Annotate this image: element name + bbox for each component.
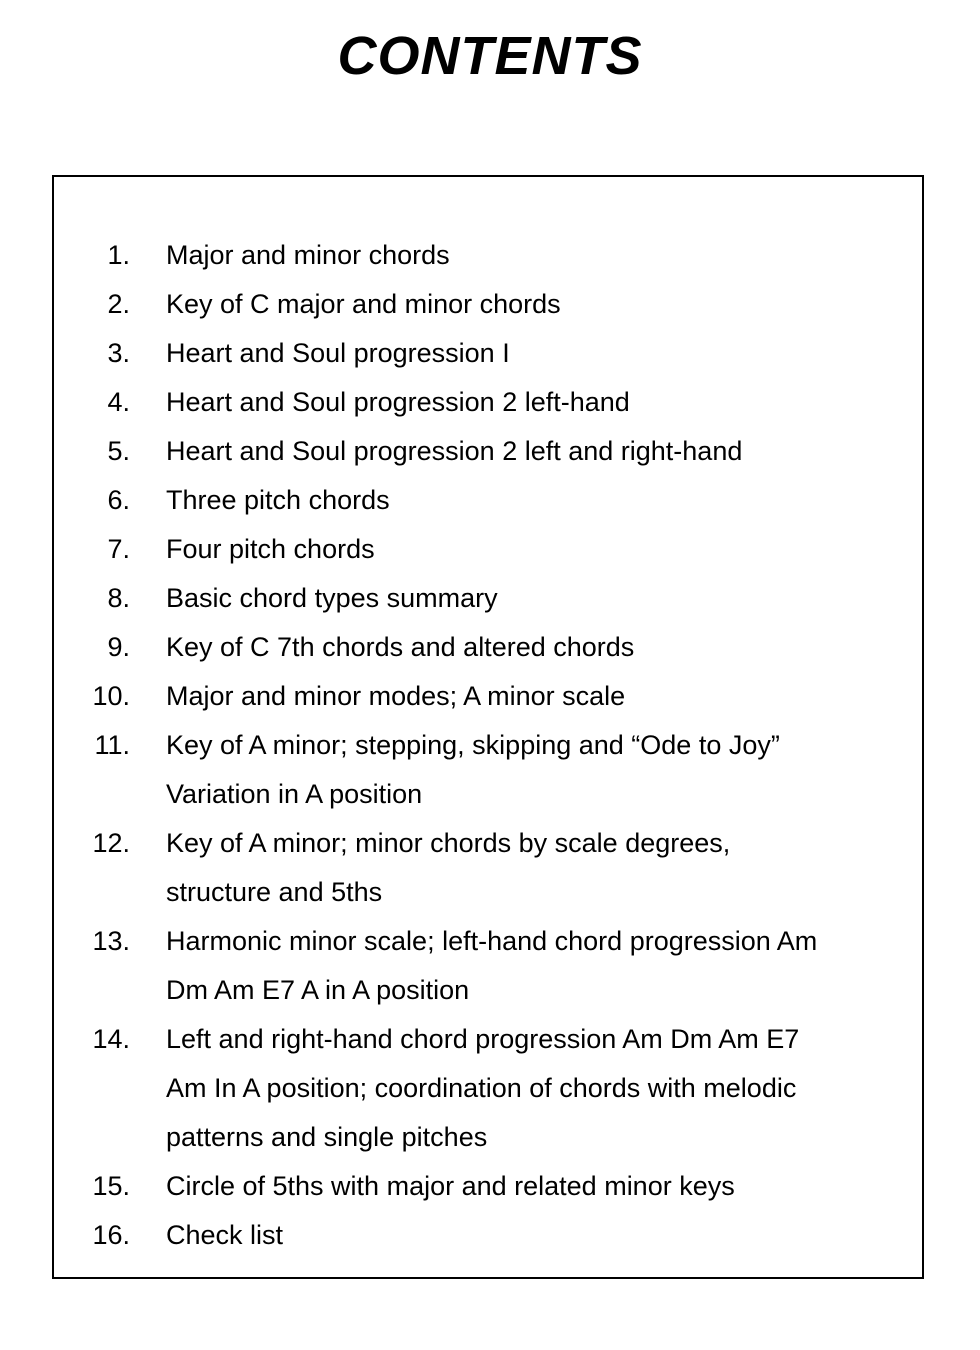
toc-entry [54, 476, 922, 525]
toc-entry-number: 12. [92, 828, 130, 858]
toc-entry-line: Key of A minor; stepping, skipping and “Ode to Joy” [166, 730, 780, 760]
toc-entry-number: 5. [107, 436, 130, 466]
toc-entry [54, 231, 922, 280]
toc-entry-title [166, 280, 922, 329]
toc-entry [54, 427, 922, 476]
toc-entry-title [166, 1015, 922, 1162]
toc-entry-line: patterns and single pitches [166, 1122, 488, 1152]
toc-entry [54, 280, 922, 329]
toc-entry [54, 819, 922, 917]
toc-entry-title [166, 329, 922, 378]
toc-entry-number: 10. [92, 681, 130, 711]
toc-entry [54, 623, 922, 672]
toc-entry-title [166, 525, 922, 574]
toc-entry-number: 7. [107, 534, 130, 564]
toc-entry-line: Key of C 7th chords and altered chords [166, 632, 635, 662]
toc-entry [54, 525, 922, 574]
toc-entry-number: 1. [107, 240, 130, 270]
toc-entry-title [166, 819, 922, 917]
toc-entry-number: 13. [92, 926, 130, 956]
toc-entry-line: Am In A position; coordination of chords with melodic [166, 1073, 797, 1103]
toc-entry-number: 6. [107, 485, 130, 515]
toc-entry-line: Circle of 5ths with major and related minor keys [166, 1171, 735, 1201]
toc-entry-number: 11. [94, 730, 130, 760]
toc-entry [54, 378, 922, 427]
toc-entry-line: Key of C major and minor chords [166, 289, 561, 319]
toc-entry-number: 9. [107, 632, 130, 662]
toc-list [54, 231, 922, 1260]
toc-entry-title [166, 917, 922, 1015]
toc-entry-number: 16. [92, 1220, 130, 1250]
toc-entry [54, 574, 922, 623]
toc-entry-number: 8. [107, 583, 130, 613]
toc-entry [54, 1015, 922, 1162]
toc-entry-line: Heart and Soul progression I [166, 338, 510, 368]
toc-entry-title [166, 427, 922, 476]
toc-entry-number: 2. [107, 289, 130, 319]
toc-entry-line: Left and right-hand chord progression Am Dm Am E7 [166, 1024, 800, 1054]
toc-entry-title [166, 1211, 922, 1260]
toc-entry-title [166, 574, 922, 623]
toc-entry [54, 917, 922, 1015]
toc-entry-line: Heart and Soul progression 2 left-hand [166, 387, 630, 417]
toc-entry-line: Variation in A position [166, 779, 423, 809]
toc-entry-title [166, 476, 922, 525]
toc-entry-title [166, 231, 922, 280]
toc-entry-title [166, 623, 922, 672]
toc-entry [54, 1211, 922, 1260]
toc-entry [54, 672, 922, 721]
toc-entry-number: 4. [107, 387, 130, 417]
contents-box [52, 175, 924, 1279]
toc-entry-title [166, 721, 922, 819]
page-title: CONTENTS [337, 26, 643, 86]
toc-entry-number: 15. [92, 1171, 130, 1201]
toc-entry-line: Four pitch chords [166, 534, 375, 564]
toc-entry-number: 14. [92, 1024, 130, 1054]
toc-entry-line: Harmonic minor scale; left-hand chord progression Am [166, 926, 818, 956]
toc-entry-line: Basic chord types summary [166, 583, 498, 613]
toc-entry-line: structure and 5ths [166, 877, 383, 907]
toc-entry-line: Key of A minor; minor chords by scale degrees, [166, 828, 731, 858]
toc-entry-number: 3. [107, 338, 130, 368]
toc-entry [54, 721, 922, 819]
toc-entry-line: Three pitch chords [166, 485, 390, 515]
toc-entry-title [166, 378, 922, 427]
toc-entry-line: Dm Am E7 A in A position [166, 975, 470, 1005]
toc-entry [54, 1162, 922, 1211]
toc-entry-line: Heart and Soul progression 2 left and right-hand [166, 436, 743, 466]
toc-entry [54, 329, 922, 378]
toc-entry-line: Check list [166, 1220, 284, 1250]
toc-entry-title [166, 1162, 922, 1211]
toc-entry-line: Major and minor chords [166, 240, 450, 270]
toc-entry-title [166, 672, 922, 721]
toc-entry-line: Major and minor modes; A minor scale [166, 681, 626, 711]
